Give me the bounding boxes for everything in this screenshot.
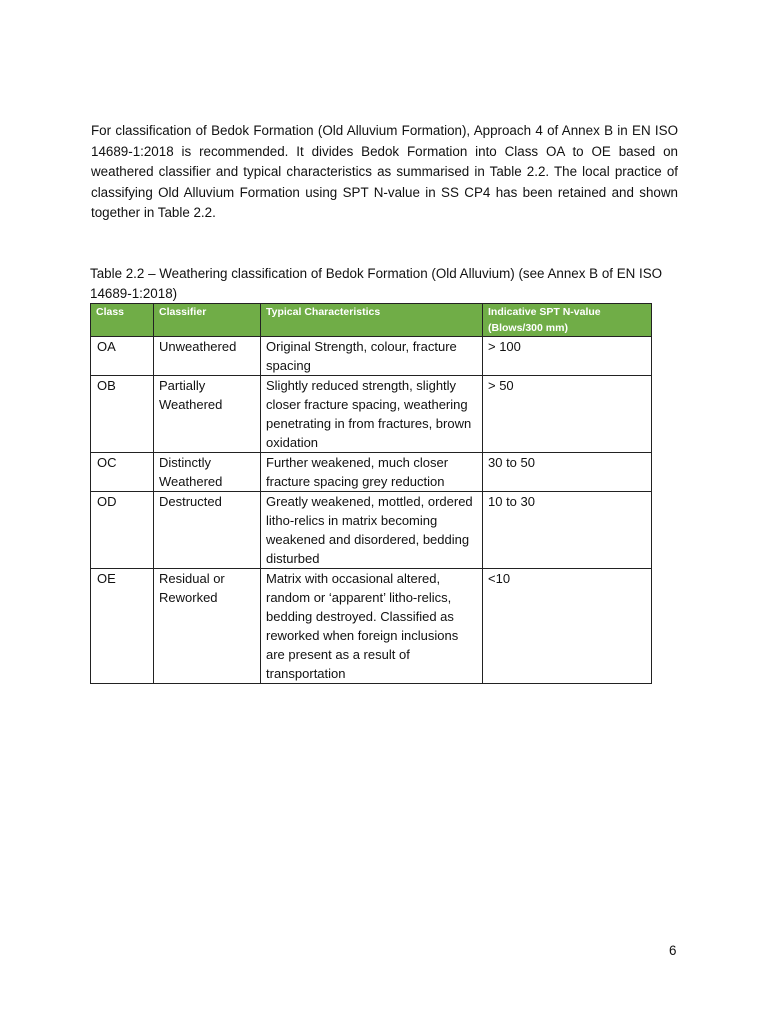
characteristics-cell: Greatly weakened, mottled, ordered litho-relics in matrix becoming weakened and disordered, bedding disturbed bbox=[261, 492, 483, 569]
characteristics-cell: Slightly reduced strength, slightly closer fracture spacing, weathering penetrating in from fractures, brown oxidation bbox=[261, 376, 483, 453]
class-cell: OE bbox=[91, 569, 154, 684]
classifier-cell: Distinctly Weathered bbox=[154, 453, 261, 492]
spt-value-cell: 30 to 50 bbox=[483, 453, 652, 492]
header-spt-n-value: Indicative SPT N-value (Blows/300 mm) bbox=[483, 304, 652, 337]
header-class: Class bbox=[91, 304, 154, 337]
header-typical-characteristics: Typical Characteristics bbox=[261, 304, 483, 337]
table-row bbox=[91, 337, 652, 376]
classifier-cell: Unweathered bbox=[154, 337, 261, 376]
table-row bbox=[91, 376, 652, 453]
table-row bbox=[91, 492, 652, 569]
spt-value-cell: > 100 bbox=[483, 337, 652, 376]
spt-value-cell: 10 to 30 bbox=[483, 492, 652, 569]
class-cell: OB bbox=[91, 376, 154, 453]
spt-value-cell: > 50 bbox=[483, 376, 652, 453]
body-paragraph: For classification of Bedok Formation (Old Alluvium Formation), Approach 4 of Annex B in EN ISO 14689-1:2018 is recommended. It divides Bedok Formation into Class OA to OE based on weathered classifier and typical characteristics as summarised in Table 2.2. The local practice of classifying Old Alluvium Formation using SPT N-value in SS CP4 has been retained and shown together in Table 2.2. bbox=[91, 123, 678, 221]
classifier-cell: Destructed bbox=[154, 492, 261, 569]
weathering-classification-table bbox=[90, 303, 652, 684]
classifier-cell: Partially Weathered bbox=[154, 376, 261, 453]
characteristics-cell: Matrix with occasional altered, random or ‘apparent’ litho-relics, bedding destroyed. Classified as reworked when foreign inclusions are present as a result of transportation bbox=[261, 569, 483, 684]
table-header-row bbox=[91, 304, 652, 337]
table-caption: Table 2.2 – Weathering classification of Bedok Formation (Old Alluvium) (see Annex B of EN ISO 14689-1:2018) bbox=[90, 266, 663, 301]
class-cell: OC bbox=[91, 453, 154, 492]
class-cell: OD bbox=[91, 492, 154, 569]
characteristics-cell: Further weakened, much closer fracture spacing grey reduction bbox=[261, 453, 483, 492]
classifier-cell: Residual or Reworked bbox=[154, 569, 261, 684]
spt-value-cell: <10 bbox=[483, 569, 652, 684]
table-row bbox=[91, 569, 652, 684]
page-number: 6 bbox=[669, 943, 677, 958]
table-row bbox=[91, 453, 652, 492]
header-classifier: Classifier bbox=[154, 304, 261, 337]
characteristics-cell: Original Strength, colour, fracture spacing bbox=[261, 337, 483, 376]
class-cell: OA bbox=[91, 337, 154, 376]
